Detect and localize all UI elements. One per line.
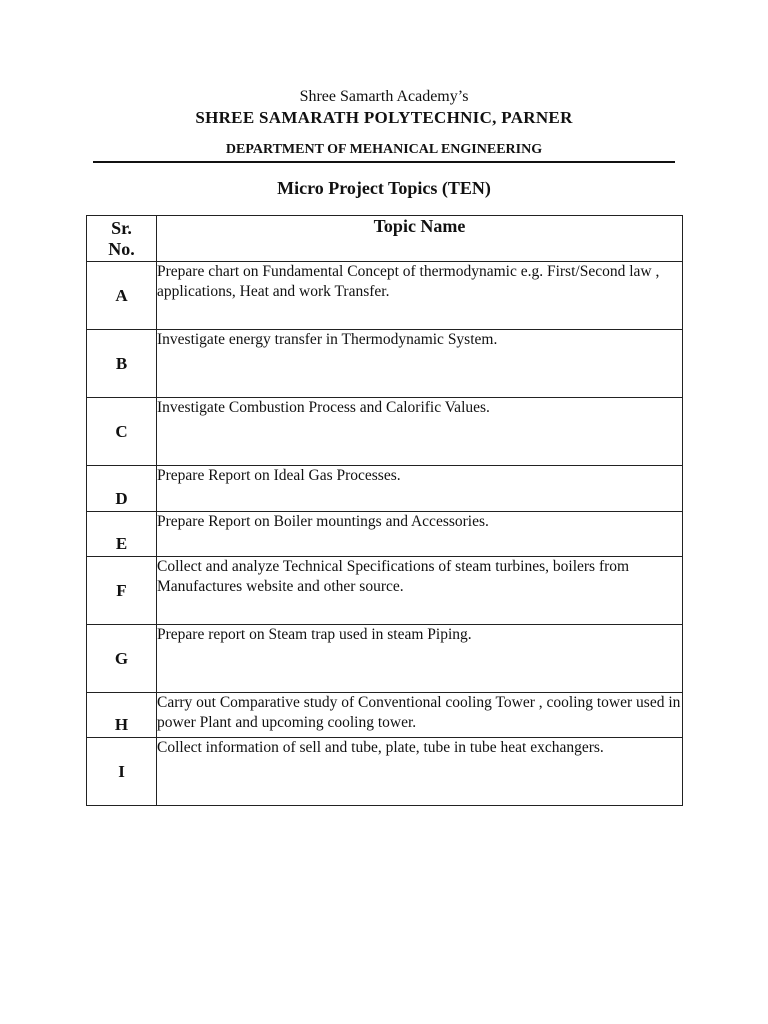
table-row	[87, 693, 683, 738]
sr-cell: H	[87, 693, 157, 738]
topic-cell: Collect information of sell and tube, plate, tube in tube heat exchangers.	[157, 738, 683, 806]
table-row	[87, 738, 683, 806]
topic-cell: Prepare Report on Ideal Gas Processes.	[157, 466, 683, 512]
sr-cell: C	[87, 398, 157, 466]
sr-cell: I	[87, 738, 157, 806]
table-row	[87, 512, 683, 557]
academy-name: Shree Samarth Academy’s	[299, 88, 469, 105]
sr-cell: D	[87, 466, 157, 512]
table-row	[87, 466, 683, 512]
topic-cell: Prepare Report on Boiler mountings and Accessories.	[157, 512, 683, 557]
column-header-topic-name: Topic Name	[157, 216, 683, 262]
sr-cell: E	[87, 512, 157, 557]
table-row	[87, 262, 683, 330]
table-row	[87, 625, 683, 693]
topic-cell: Carry out Comparative study of Conventional cooling Tower , cooling tower used in power Plant and upcoming cooling tower.	[157, 693, 683, 738]
college-name: SHREE SAMARATH POLYTECHNIC, PARNER	[195, 108, 573, 127]
topic-cell: Investigate energy transfer in Thermodynamic System.	[157, 330, 683, 398]
table-header-row	[87, 216, 683, 262]
table-row	[87, 557, 683, 625]
sr-cell: F	[87, 557, 157, 625]
header-divider	[93, 161, 675, 163]
department-name: DEPARTMENT OF MEHANICAL ENGINEERING	[225, 142, 543, 157]
topic-cell: Investigate Combustion Process and Calorific Values.	[157, 398, 683, 466]
sr-cell: A	[87, 262, 157, 330]
column-header-sr-no	[87, 216, 157, 262]
topic-cell: Prepare chart on Fundamental Concept of thermodynamic e.g. First/Second law , applications, Heat and work Transfer.	[157, 262, 683, 330]
topic-cell: Prepare report on Steam trap used in steam Piping.	[157, 625, 683, 693]
sr-cell: G	[87, 625, 157, 693]
table-row	[87, 330, 683, 398]
sr-no-header-label: Sr. No.	[108, 217, 135, 259]
sr-cell: B	[87, 330, 157, 398]
table-row	[87, 398, 683, 466]
page-title: Micro Project Topics (TEN)	[277, 178, 491, 198]
topics-table	[86, 215, 683, 806]
topic-cell: Collect and analyze Technical Specifications of steam turbines, boilers from Manufactures website and other source.	[157, 557, 683, 625]
